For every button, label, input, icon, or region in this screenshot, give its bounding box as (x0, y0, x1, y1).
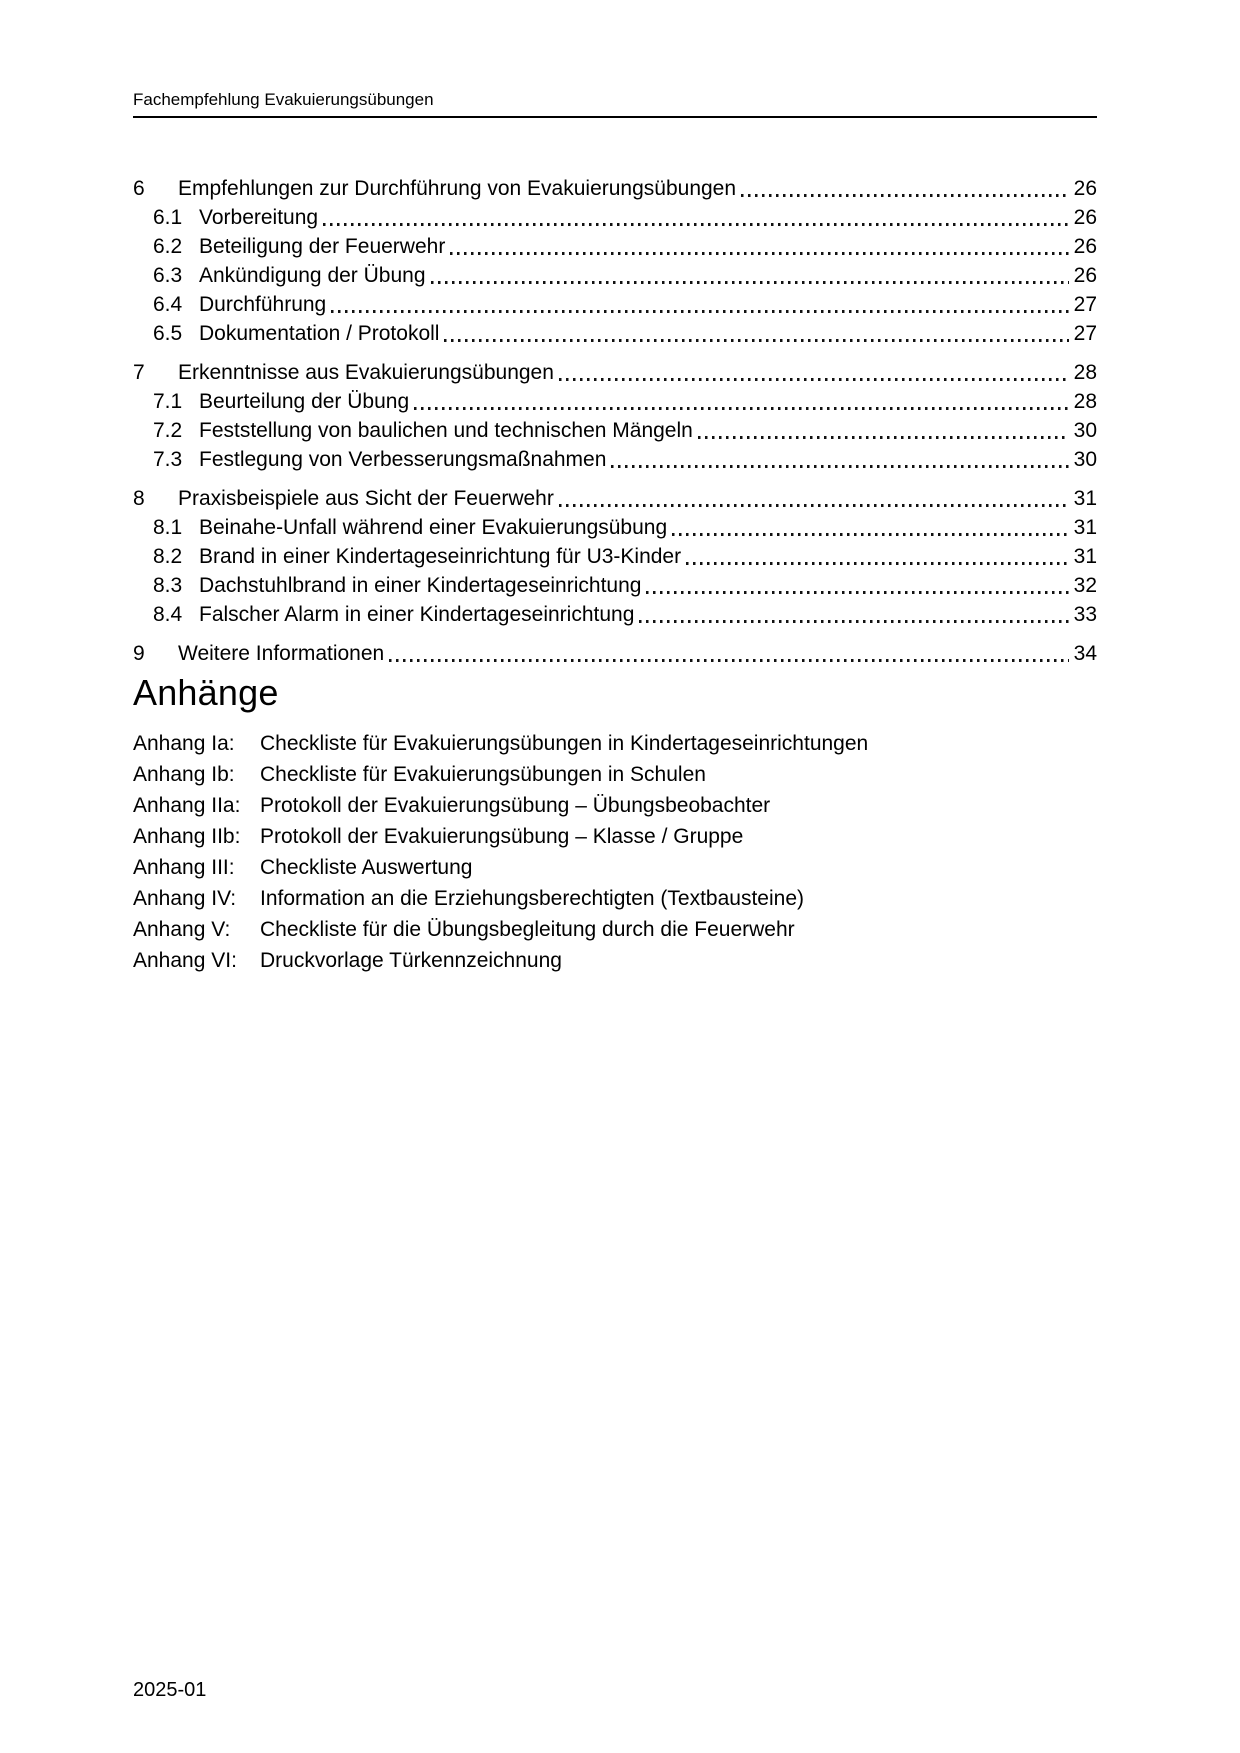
toc-entry-label: Empfehlungen zur Durchführung von Evakuierungsübungen (178, 177, 737, 200)
toc-entry-label: Feststellung von baulichen und technischen Mängeln (199, 419, 693, 442)
toc-entry-label: Ankündigung der Übung (199, 264, 426, 287)
toc-entry-number: 6.1 (153, 206, 183, 229)
toc-entry-page: 33 (1073, 603, 1097, 626)
toc-entry-number: 7.1 (153, 390, 183, 413)
toc-entry-label: Dachstuhlbrand in einer Kindertageseinrichtung (199, 574, 642, 597)
appendix-item-description: Protokoll der Evakuierungsübung – Klasse / Gruppe (260, 825, 744, 848)
appendices-heading: Anhänge (133, 672, 279, 713)
appendix-item (133, 821, 1097, 852)
appendix-item-label: Anhang Ia: (133, 732, 235, 755)
toc-leader-dots (686, 562, 1069, 565)
page-footer-version: 2025-01 (133, 1679, 207, 1701)
appendix-item-label: Anhang IIb: (133, 825, 241, 848)
appendix-item-label: Anhang IV: (133, 887, 237, 910)
toc-leader-dots (323, 223, 1069, 226)
appendix-item (133, 883, 1097, 914)
toc-entry-page: 26 (1073, 206, 1097, 229)
toc-leader-dots (559, 504, 1069, 507)
toc-entry-number: 9 (133, 642, 145, 665)
toc-entry-label: Durchführung (199, 293, 327, 316)
toc-entry (133, 319, 1097, 348)
toc-entry-number: 8.3 (153, 574, 183, 597)
toc-entry-number: 8.4 (153, 603, 183, 626)
toc-entry-number: 6.2 (153, 235, 183, 258)
toc-entry-page: 27 (1073, 322, 1097, 345)
toc-entry-label: Dokumentation / Protokoll (199, 322, 440, 345)
toc-entry (133, 358, 1097, 387)
toc-entry-number: 8.1 (153, 516, 183, 539)
toc-entry-label: Beurteilung der Übung (199, 390, 410, 413)
toc-leader-dots (559, 378, 1069, 381)
toc-entry (133, 203, 1097, 232)
appendix-item-description: Protokoll der Evakuierungsübung – Übungsbeobachter (260, 794, 771, 817)
toc-entry (133, 639, 1097, 668)
toc-entry-number: 6.5 (153, 322, 183, 345)
appendix-item-label: Anhang III: (133, 856, 235, 879)
appendix-item (133, 945, 1097, 976)
appendix-item (133, 728, 1097, 759)
appendix-item-description: Checkliste Auswertung (260, 856, 473, 879)
appendix-item-description: Checkliste für die Übungsbegleitung durch die Feuerwehr (260, 918, 795, 941)
toc-entry-number: 8 (133, 487, 145, 510)
toc-leader-dots (646, 591, 1068, 594)
toc-entry-page: 26 (1073, 177, 1097, 200)
toc-entry-page: 26 (1073, 235, 1097, 258)
toc-entry (133, 445, 1097, 474)
appendix-item-description: Checkliste für Evakuierungsübungen in Kindertageseinrichtungen (260, 732, 869, 755)
toc-entry-number: 6 (133, 177, 145, 200)
toc-leader-dots (672, 533, 1068, 536)
toc-entry (133, 387, 1097, 416)
toc-entry (133, 261, 1097, 290)
appendix-item-label: Anhang Ib: (133, 763, 235, 786)
toc-entry-label: Vorbereitung (199, 206, 319, 229)
appendix-item (133, 914, 1097, 945)
appendix-item-label: Anhang IIa: (133, 794, 241, 817)
appendix-item-label: Anhang VI: (133, 949, 237, 972)
toc-entry-page: 31 (1073, 487, 1097, 510)
appendix-item (133, 852, 1097, 883)
toc-entry-page: 27 (1073, 293, 1097, 316)
toc-leader-dots (450, 252, 1068, 255)
toc-entry-label: Falscher Alarm in einer Kindertageseinrichtung (199, 603, 635, 626)
toc-leader-dots (698, 436, 1069, 439)
table-of-contents (133, 164, 1097, 668)
toc-leader-dots (639, 620, 1068, 623)
toc-leader-dots (611, 465, 1068, 468)
toc-leader-dots (414, 407, 1068, 410)
appendix-list (133, 728, 1097, 976)
toc-entry (133, 232, 1097, 261)
toc-entry (133, 542, 1097, 571)
toc-entry (133, 174, 1097, 203)
toc-entry-page: 28 (1073, 361, 1097, 384)
toc-entry-label: Weitere Informationen (178, 642, 385, 665)
running-header: Fachempfehlung Evakuierungsübungen (133, 90, 1097, 118)
toc-entry (133, 484, 1097, 513)
toc-entry (133, 416, 1097, 445)
appendix-item-label: Anhang V: (133, 918, 231, 941)
appendix-item-description: Druckvorlage Türkennzeichnung (260, 949, 562, 972)
toc-entry-page: 28 (1073, 390, 1097, 413)
toc-entry-number: 6.4 (153, 293, 183, 316)
toc-entry (133, 290, 1097, 319)
toc-entry-page: 34 (1073, 642, 1097, 665)
toc-leader-dots (389, 659, 1068, 662)
appendix-item-description: Checkliste für Evakuierungsübungen in Schulen (260, 763, 706, 786)
toc-entry-page: 30 (1073, 419, 1097, 442)
toc-entry-page: 31 (1073, 516, 1097, 539)
toc-entry-label: Beteiligung der Feuerwehr (199, 235, 446, 258)
toc-entry-page: 26 (1073, 264, 1097, 287)
appendix-item-description: Information an die Erziehungsberechtigten (Textbausteine) (260, 887, 804, 910)
toc-entry-label: Brand in einer Kindertageseinrichtung für U3-Kinder (199, 545, 682, 568)
toc-entry-label: Festlegung von Verbesserungsmaßnahmen (199, 448, 607, 471)
toc-entry-page: 30 (1073, 448, 1097, 471)
toc-entry-number: 7.3 (153, 448, 183, 471)
toc-leader-dots (741, 194, 1069, 197)
toc-leader-dots (331, 310, 1068, 313)
toc-entry-label: Praxisbeispiele aus Sicht der Feuerwehr (178, 487, 554, 510)
toc-entry-page: 32 (1073, 574, 1097, 597)
toc-leader-dots (444, 339, 1068, 342)
toc-entry (133, 600, 1097, 629)
toc-entry-number: 7.2 (153, 419, 183, 442)
toc-entry-number: 7 (133, 361, 145, 384)
toc-entry (133, 571, 1097, 600)
appendix-item (133, 790, 1097, 821)
toc-entry-label: Erkenntnisse aus Evakuierungsübungen (178, 361, 554, 384)
toc-entry-number: 8.2 (153, 545, 183, 568)
toc-entry-page: 31 (1073, 545, 1097, 568)
appendix-item (133, 759, 1097, 790)
toc-entry-label: Beinahe-Unfall während einer Evakuierungsübung (199, 516, 668, 539)
toc-entry (133, 513, 1097, 542)
toc-leader-dots (431, 281, 1069, 284)
toc-entry-number: 6.3 (153, 264, 183, 287)
